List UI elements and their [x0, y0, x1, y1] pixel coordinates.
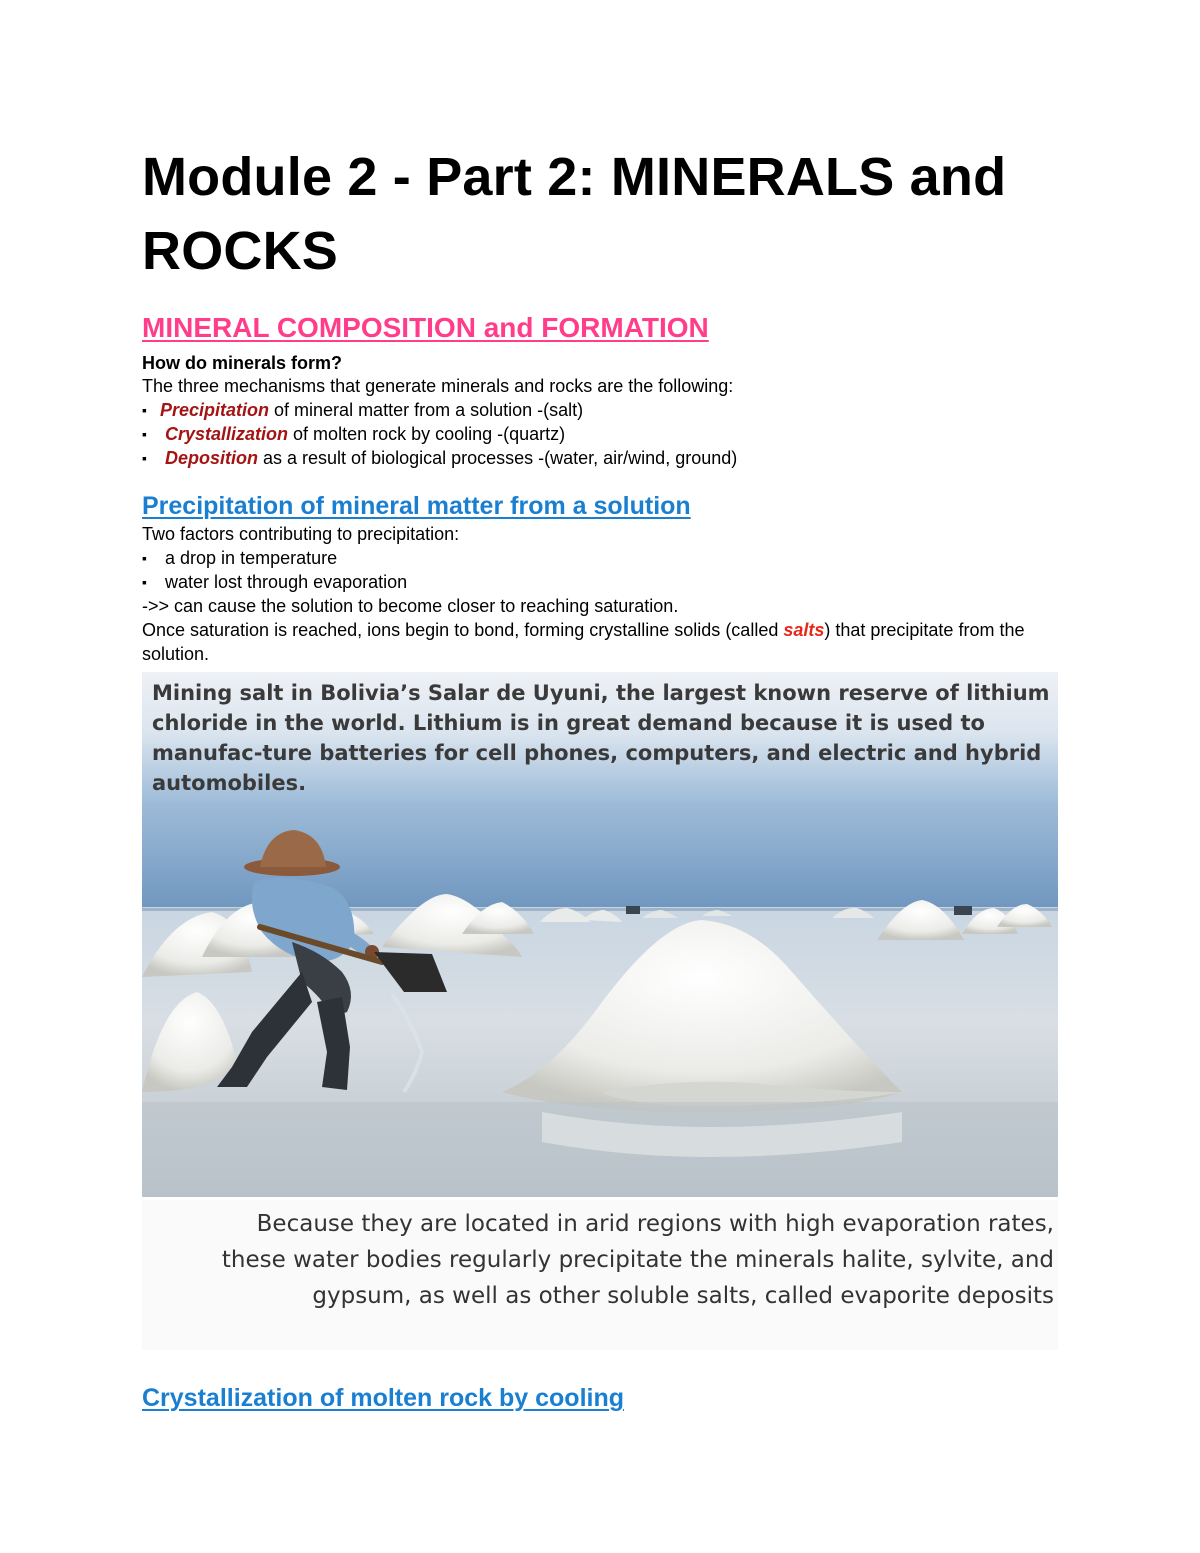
bullet-icon: ▪: [142, 574, 147, 590]
section-heading-precipitation: Precipitation of mineral matter from a solution: [142, 492, 691, 520]
section-heading-mineral-composition: MINERAL COMPOSITION and FORMATION: [142, 312, 709, 343]
list-item: ▪ Deposition as a result of biological processes -(water, air/wind, ground): [142, 448, 738, 468]
bullet-icon: ▪: [142, 450, 147, 466]
mechanisms-intro: The three mechanisms that generate minerals and rocks are the following:: [142, 376, 734, 396]
question-heading: How do minerals form?: [142, 353, 343, 373]
evaporite-note-text: Because they are located in arid regions with high evaporation rates, these water bodies regularly precipitate the minerals halite, sylvite, and gypsum, as well as other soluble salts, called evaporite deposits: [221, 1211, 1054, 1309]
document-title: Module 2 - Part 2: MINERALS and ROCKS: [142, 147, 1007, 281]
saturation-arrow-line: ->> can cause the solution to become closer to reaching saturation.: [142, 596, 679, 616]
salt-mining-photo: [142, 672, 1058, 1197]
factors-list: [142, 546, 1062, 594]
list-item: ▪ Precipitation of mineral matter from a solution -(salt): [142, 400, 584, 420]
list-item: ▪ Crystallization of molten rock by cooling -(quartz): [142, 424, 566, 444]
mechanisms-list: [142, 398, 1062, 470]
document-page: [142, 140, 1062, 666]
bullet-icon: ▪: [142, 402, 147, 418]
bullet-icon: ▪: [142, 426, 147, 442]
bullet-icon: ▪: [142, 550, 147, 566]
saturation-paragraph: Once saturation is reached, ions begin to bond, forming crystalline solids (called salts) that precipitate from the solution.: [142, 620, 1025, 664]
list-item: ▪ a drop in temperature: [142, 548, 338, 568]
section-heading-crystallization: Crystallization of molten rock by cooling: [142, 1384, 625, 1412]
photo-caption: Mining salt in Bolivia’s Salar de Uyuni, the largest known reserve of lithium chloride in the world. Lithium is in great demand because it is used to manufac-ture batteries for cell phones, computers, and electric and hybrid automobiles.: [152, 681, 1050, 795]
salts-term: salts: [783, 620, 825, 640]
precipitation-intro: Two factors contributing to precipitation:: [142, 524, 460, 544]
evaporite-note: [142, 1200, 1058, 1350]
list-item: ▪ water lost through evaporation: [142, 572, 408, 592]
